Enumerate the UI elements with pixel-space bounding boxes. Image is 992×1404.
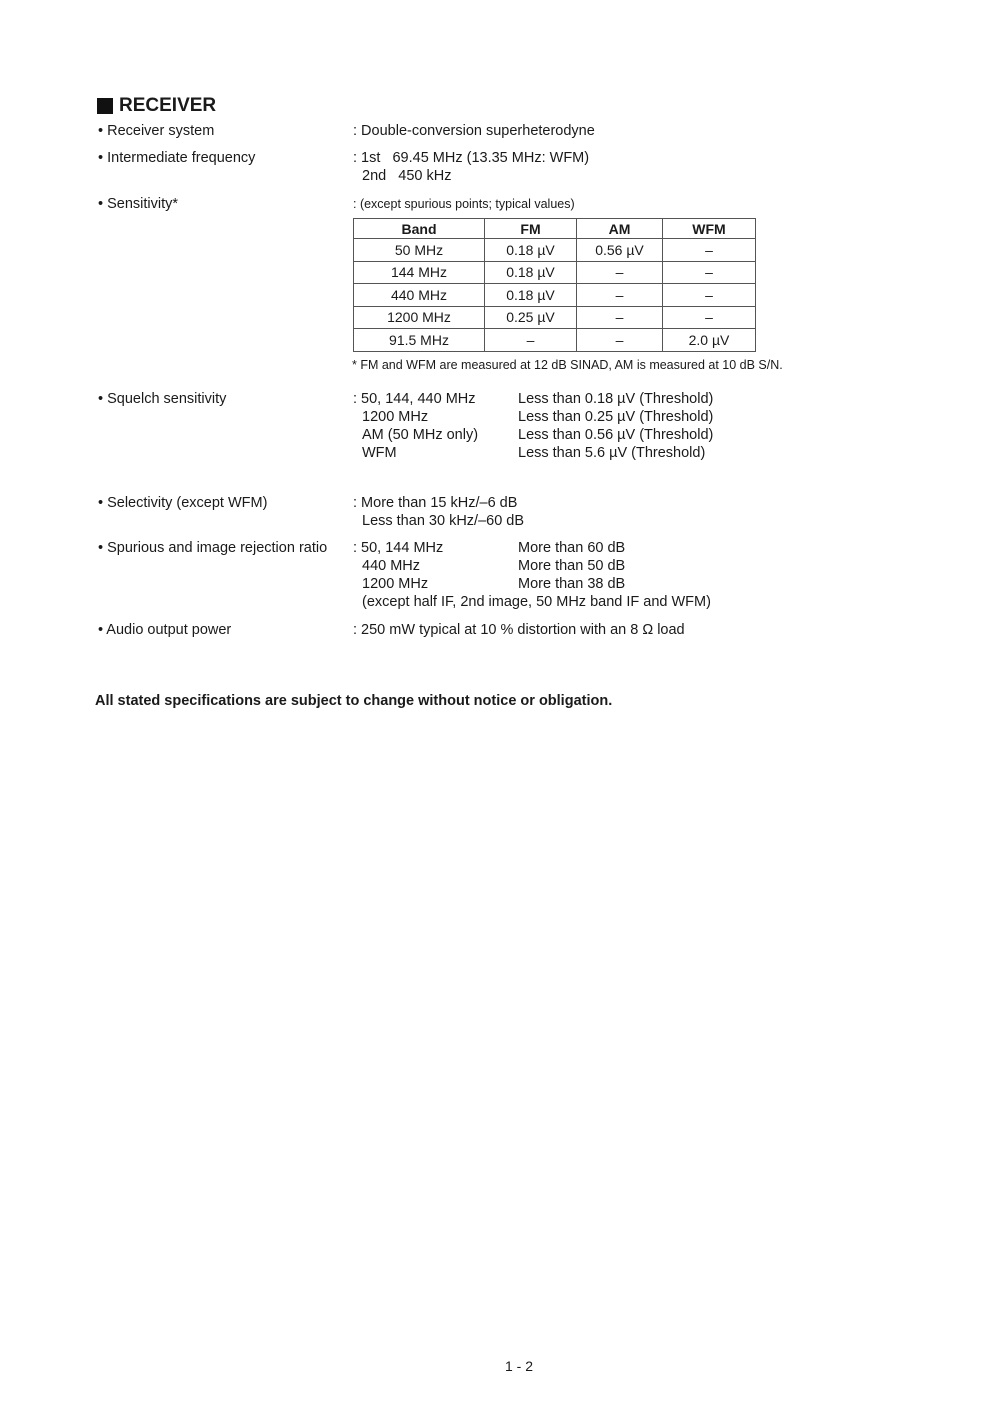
if-label: • Intermediate frequency <box>98 150 256 166</box>
if-line-1: : 1st 69.45 MHz (13.35 MHz: WFM) <box>353 150 590 166</box>
section-heading <box>97 95 216 117</box>
selectivity-line-1: : More than 15 kHz/–6 dB <box>353 495 518 511</box>
spurious-band: : 50, 144 MHz <box>353 540 444 556</box>
table-cell: – <box>663 261 756 284</box>
audio-value: : 250 mW typical at 10 % distortion with an 8 Ω load <box>353 622 685 638</box>
spurious-band: 440 MHz <box>362 558 421 574</box>
table-cell: – <box>577 306 663 329</box>
selectivity-label: • Selectivity (except WFM) <box>98 495 268 511</box>
table-cell: 144 MHz <box>354 261 485 284</box>
table-cell: 50 MHz <box>354 239 485 262</box>
squelch-value: Less than 5.6 µV (Threshold) <box>518 445 706 461</box>
sensitivity-intro: : (except spurious points; typical values) <box>353 197 575 211</box>
spurious-value: More than 60 dB <box>518 540 626 556</box>
sensitivity-table <box>353 218 756 352</box>
squelch-band: AM (50 MHz only) <box>362 427 479 443</box>
table-cell: 0.25 µV <box>485 306 577 329</box>
spurious-label: • Spurious and image rejection ratio <box>98 540 328 556</box>
table-row <box>354 284 756 307</box>
table-cell: – <box>577 329 663 352</box>
table-header-cell: WFM <box>663 219 756 239</box>
table-row <box>354 239 756 262</box>
table-cell: – <box>485 329 577 352</box>
square-bullet-icon <box>97 98 113 114</box>
receiver-system-value: : Double-conversion superheterodyne <box>353 123 595 139</box>
audio-label: • Audio output power <box>98 622 232 638</box>
table-row <box>354 306 756 329</box>
table-cell: 2.0 µV <box>663 329 756 352</box>
spurious-value: More than 38 dB <box>518 576 626 592</box>
table-cell: 0.56 µV <box>577 239 663 262</box>
section-title: RECEIVER <box>119 95 217 116</box>
squelch-value: Less than 0.25 µV (Threshold) <box>518 409 714 425</box>
table-cell: 91.5 MHz <box>354 329 485 352</box>
table-cell: 0.18 µV <box>485 261 577 284</box>
receiver-system-label: • Receiver system <box>98 123 215 139</box>
table-cell: 440 MHz <box>354 284 485 307</box>
squelch-band: WFM <box>362 445 397 461</box>
spurious-note: (except half IF, 2nd image, 50 MHz band IF and WFM) <box>362 594 711 610</box>
table-cell: 0.18 µV <box>485 239 577 262</box>
table-cell: – <box>663 239 756 262</box>
table-cell: 0.18 µV <box>485 284 577 307</box>
table-header-cell: FM <box>485 219 577 239</box>
spurious-band: 1200 MHz <box>362 576 429 592</box>
selectivity-line-2: Less than 30 kHz/–60 dB <box>362 513 525 529</box>
sensitivity-footnote: * FM and WFM are measured at 12 dB SINAD, AM is measured at 10 dB S/N. <box>352 358 783 372</box>
squelch-value: Less than 0.56 µV (Threshold) <box>518 427 714 443</box>
table-cell: – <box>663 284 756 307</box>
disclaimer: All stated specifications are subject to change without notice or obligation. <box>95 693 613 709</box>
table-header-cell: Band <box>354 219 485 239</box>
sensitivity-label: • Sensitivity* <box>98 196 179 212</box>
squelch-band: : 50, 144, 440 MHz <box>353 391 476 407</box>
squelch-label: • Squelch sensitivity <box>98 391 227 407</box>
table-header-row <box>354 219 756 239</box>
table-cell: – <box>663 306 756 329</box>
table-cell: – <box>577 261 663 284</box>
page-number: 1 - 2 <box>505 1358 534 1374</box>
spurious-value: More than 50 dB <box>518 558 626 574</box>
table-row <box>354 261 756 284</box>
table-row <box>354 329 756 352</box>
squelch-band: 1200 MHz <box>362 409 429 425</box>
squelch-value: Less than 0.18 µV (Threshold) <box>518 391 714 407</box>
table-cell: 1200 MHz <box>354 306 485 329</box>
table-header-cell: AM <box>577 219 663 239</box>
if-line-2: 2nd 450 kHz <box>362 168 452 184</box>
table-cell: – <box>577 284 663 307</box>
